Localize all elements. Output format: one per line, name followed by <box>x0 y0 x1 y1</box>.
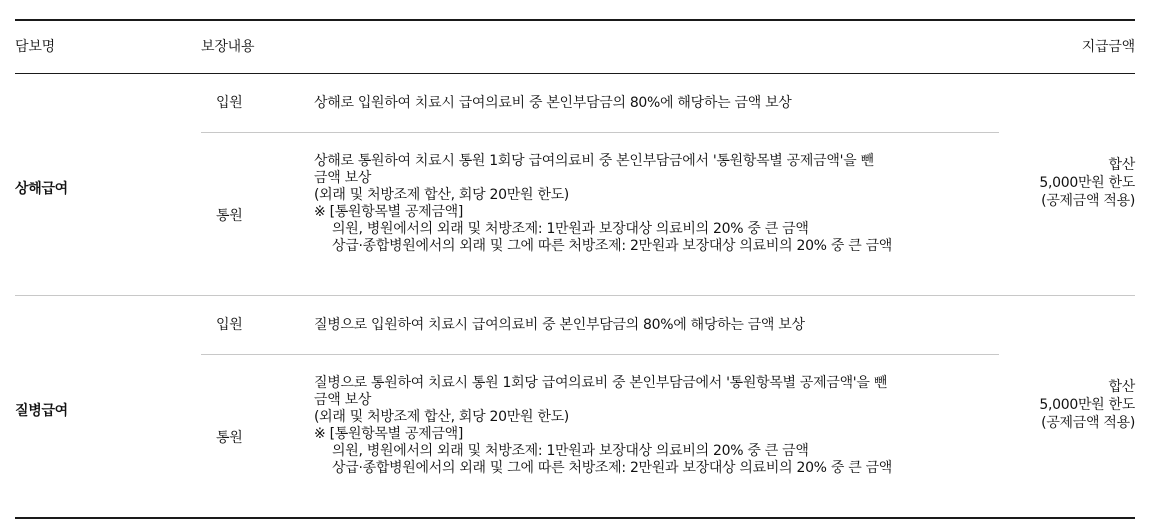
amount-line: 합산 <box>1108 157 1135 173</box>
payment-amount <box>1039 378 1135 432</box>
amount-line: 합산 <box>1108 379 1135 395</box>
description-line: 질병으로 통원하여 치료시 통원 1회당 급여의료비 중 본인부담금에서 '통원항목별 공제금액'을 뺀 <box>314 375 887 391</box>
header-coverage-content: 보장내용 <box>201 39 255 55</box>
header-payment-amount: 지급금액 <box>1081 39 1135 55</box>
outpatient-label: 통원 <box>216 208 243 224</box>
header-coverage-name: 담보명 <box>15 39 55 55</box>
coverage-group-disease <box>15 296 1135 519</box>
coverage-group-injury <box>15 74 1135 296</box>
coverage-table <box>15 19 1135 519</box>
coverage-name: 질병급여 <box>15 403 68 419</box>
inpatient-label: 입원 <box>216 95 243 111</box>
description-line: (외래 및 처방조제 합산, 회당 20만원 한도) <box>314 409 569 425</box>
deduction-note-title: ※ [통원항목별 공제금액] <box>314 204 464 220</box>
outpatient-row <box>201 355 999 517</box>
inpatient-label: 입원 <box>216 317 243 333</box>
outpatient-description <box>314 375 984 477</box>
inpatient-row <box>201 296 999 355</box>
outpatient-label: 통원 <box>216 430 243 446</box>
inpatient-description: 질병으로 입원하여 치료시 급여의료비 중 본인부담금의 80%에 해당하는 금액 보상 <box>314 317 805 333</box>
deduction-note-general-hospital: 상급·종합병원에서의 외래 및 그에 따른 처방조제: 2만원과 보장대상 의료비의 20% 중 큰 금액 <box>332 460 893 476</box>
description-line: 상해로 통원하여 치료시 통원 1회당 급여의료비 중 본인부담금에서 '통원항목별 공제금액'을 뺀 <box>314 153 874 169</box>
amount-line: (공제금액 적용) <box>1041 193 1135 209</box>
outpatient-row <box>201 133 999 295</box>
inpatient-description: 상해로 입원하여 치료시 급여의료비 중 본인부담금의 80%에 해당하는 금액 보상 <box>314 95 792 111</box>
deduction-note-clinic: 의원, 병원에서의 외래 및 처방조제: 1만원과 보장대상 의료비의 20% 중 큰 금액 <box>332 221 809 237</box>
amount-line: 5,000만원 한도 <box>1039 175 1135 191</box>
deduction-note-clinic: 의원, 병원에서의 외래 및 처방조제: 1만원과 보장대상 의료비의 20% 중 큰 금액 <box>332 443 809 459</box>
description-line: 금액 보상 <box>314 392 372 408</box>
deduction-note-general-hospital: 상급·종합병원에서의 외래 및 그에 따른 처방조제: 2만원과 보장대상 의료비의 20% 중 큰 금액 <box>332 238 893 254</box>
deduction-note-title: ※ [통원항목별 공제금액] <box>314 426 464 442</box>
payment-amount <box>1039 156 1135 210</box>
outpatient-description <box>314 153 984 255</box>
amount-line: 5,000만원 한도 <box>1039 397 1135 413</box>
amount-line: (공제금액 적용) <box>1041 415 1135 431</box>
table-header <box>15 21 1135 74</box>
description-line: (외래 및 처방조제 합산, 회당 20만원 한도) <box>314 187 569 203</box>
inpatient-row <box>201 74 999 133</box>
coverage-name: 상해급여 <box>15 181 68 197</box>
description-line: 금액 보상 <box>314 170 372 186</box>
